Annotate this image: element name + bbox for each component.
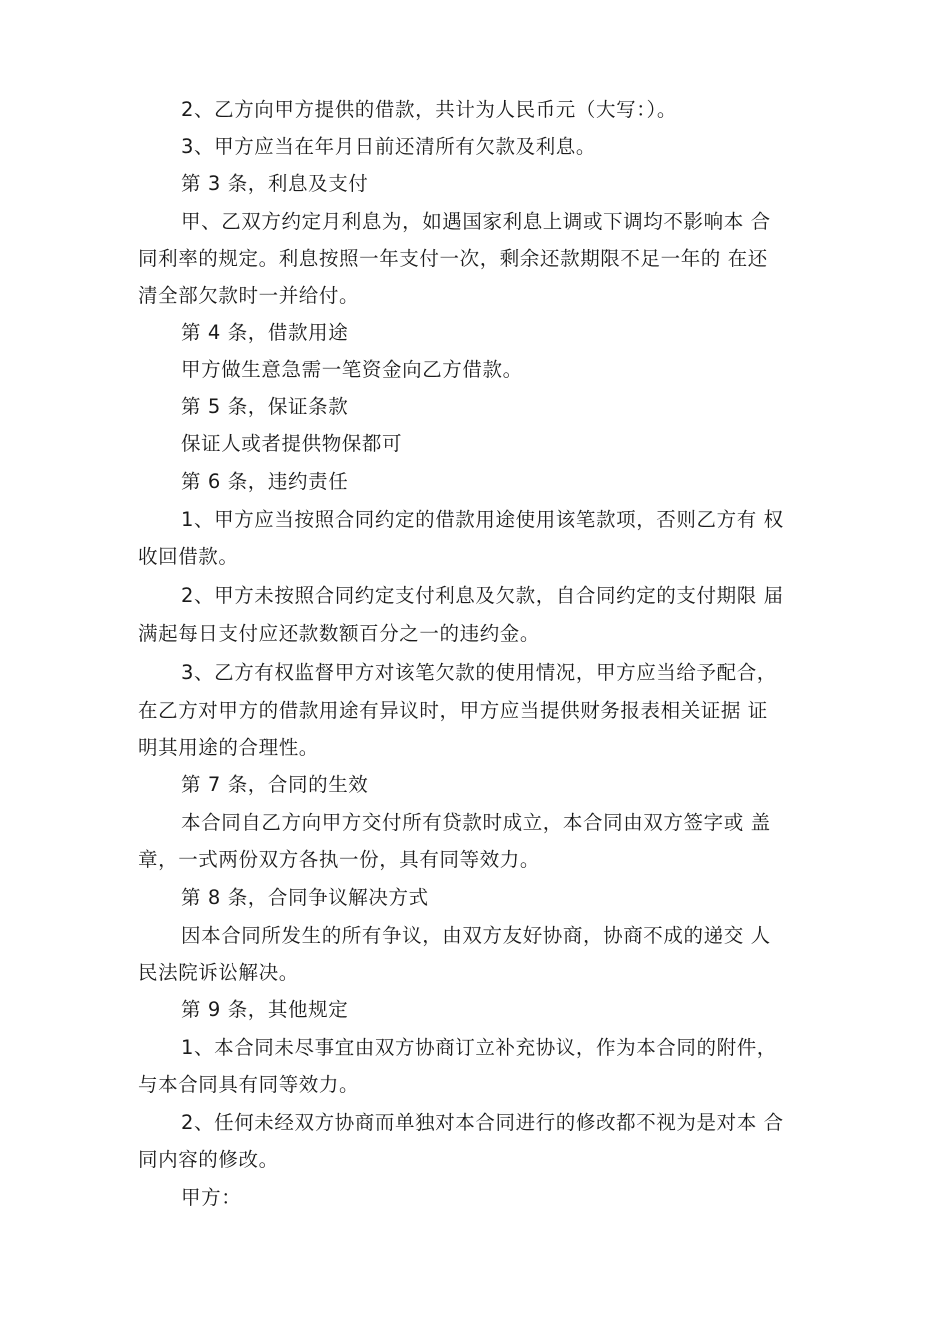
article-3-text-line-3: 清全部欠款时一并给付。	[138, 284, 360, 307]
article-8-text-line-2: 民法院诉讼解决。	[138, 961, 299, 984]
article-6-item-2-line-2: 满起每日支付应还款数额百分之一的违约金。	[138, 622, 541, 645]
article-7-heading: 第 7 条，合同的生效	[181, 773, 369, 796]
article-6-item-1-line-1: 1、甲方应当按照合同约定的借款用途使用该笔款项，否则乙方有 权	[181, 508, 784, 531]
article-9-heading: 第 9 条，其他规定	[181, 998, 349, 1021]
article-6-item-3-line-3: 明其用途的合理性。	[138, 736, 319, 759]
article-4-text: 甲方做生意急需一笔资金向乙方借款。	[181, 358, 523, 381]
clause-2-2-line: 2、乙方向甲方提供的借款，共计为人民币元（大写：）。	[181, 98, 678, 121]
article-5-text: 保证人或者提供物保都可	[181, 432, 403, 455]
article-6-item-1-line-2: 收回借款。	[138, 545, 239, 568]
article-9-item-1-line-2: 与本合同具有同等效力。	[138, 1073, 360, 1096]
article-3-text-line-2: 同利率的规定。利息按照一年支付一次，剩余还款期限不足一年的 在还	[138, 247, 768, 270]
article-5-heading: 第 5 条，保证条款	[181, 395, 349, 418]
article-7-text-line-2: 章，一式两份双方各执一份，具有同等效力。	[138, 848, 541, 871]
article-6-heading: 第 6 条，违约责任	[181, 470, 349, 493]
article-3-text-line-1: 甲、乙双方约定月利息为，如遇国家利息上调或下调均不影响本 合	[181, 210, 771, 233]
article-4-heading: 第 4 条，借款用途	[181, 321, 349, 344]
article-9-item-2-line-2: 同内容的修改。	[138, 1148, 279, 1171]
article-9-item-1-line-1: 1、本合同未尽事宜由双方协商订立补充协议，作为本合同的附件，	[181, 1036, 777, 1059]
article-9-item-2-line-1: 2、任何未经双方协商而单独对本合同进行的修改都不视为是对本 合	[181, 1111, 784, 1134]
article-6-item-2-line-1: 2、甲方未按照合同约定支付利息及欠款，自合同约定的支付期限 届	[181, 584, 784, 607]
clause-2-3-line: 3、甲方应当在年月日前还清所有欠款及利息。	[181, 135, 597, 158]
article-8-text-line-1: 因本合同所发生的所有争议，由双方友好协商，协商不成的递交 人	[181, 924, 771, 947]
article-6-item-3-line-2: 在乙方对甲方的借款用途有异议时，甲方应当提供财务报表相关证据 证	[138, 699, 768, 722]
article-3-heading: 第 3 条，利息及支付	[181, 172, 369, 195]
article-6-item-3-line-1: 3、乙方有权监督甲方对该笔欠款的使用情况，甲方应当给予配合，	[181, 661, 777, 684]
party-a-signature-label: 甲方：	[181, 1186, 242, 1209]
article-8-heading: 第 8 条，合同争议解决方式	[181, 886, 429, 909]
article-7-text-line-1: 本合同自乙方向甲方交付所有贷款时成立，本合同由双方签字或 盖	[181, 811, 771, 834]
